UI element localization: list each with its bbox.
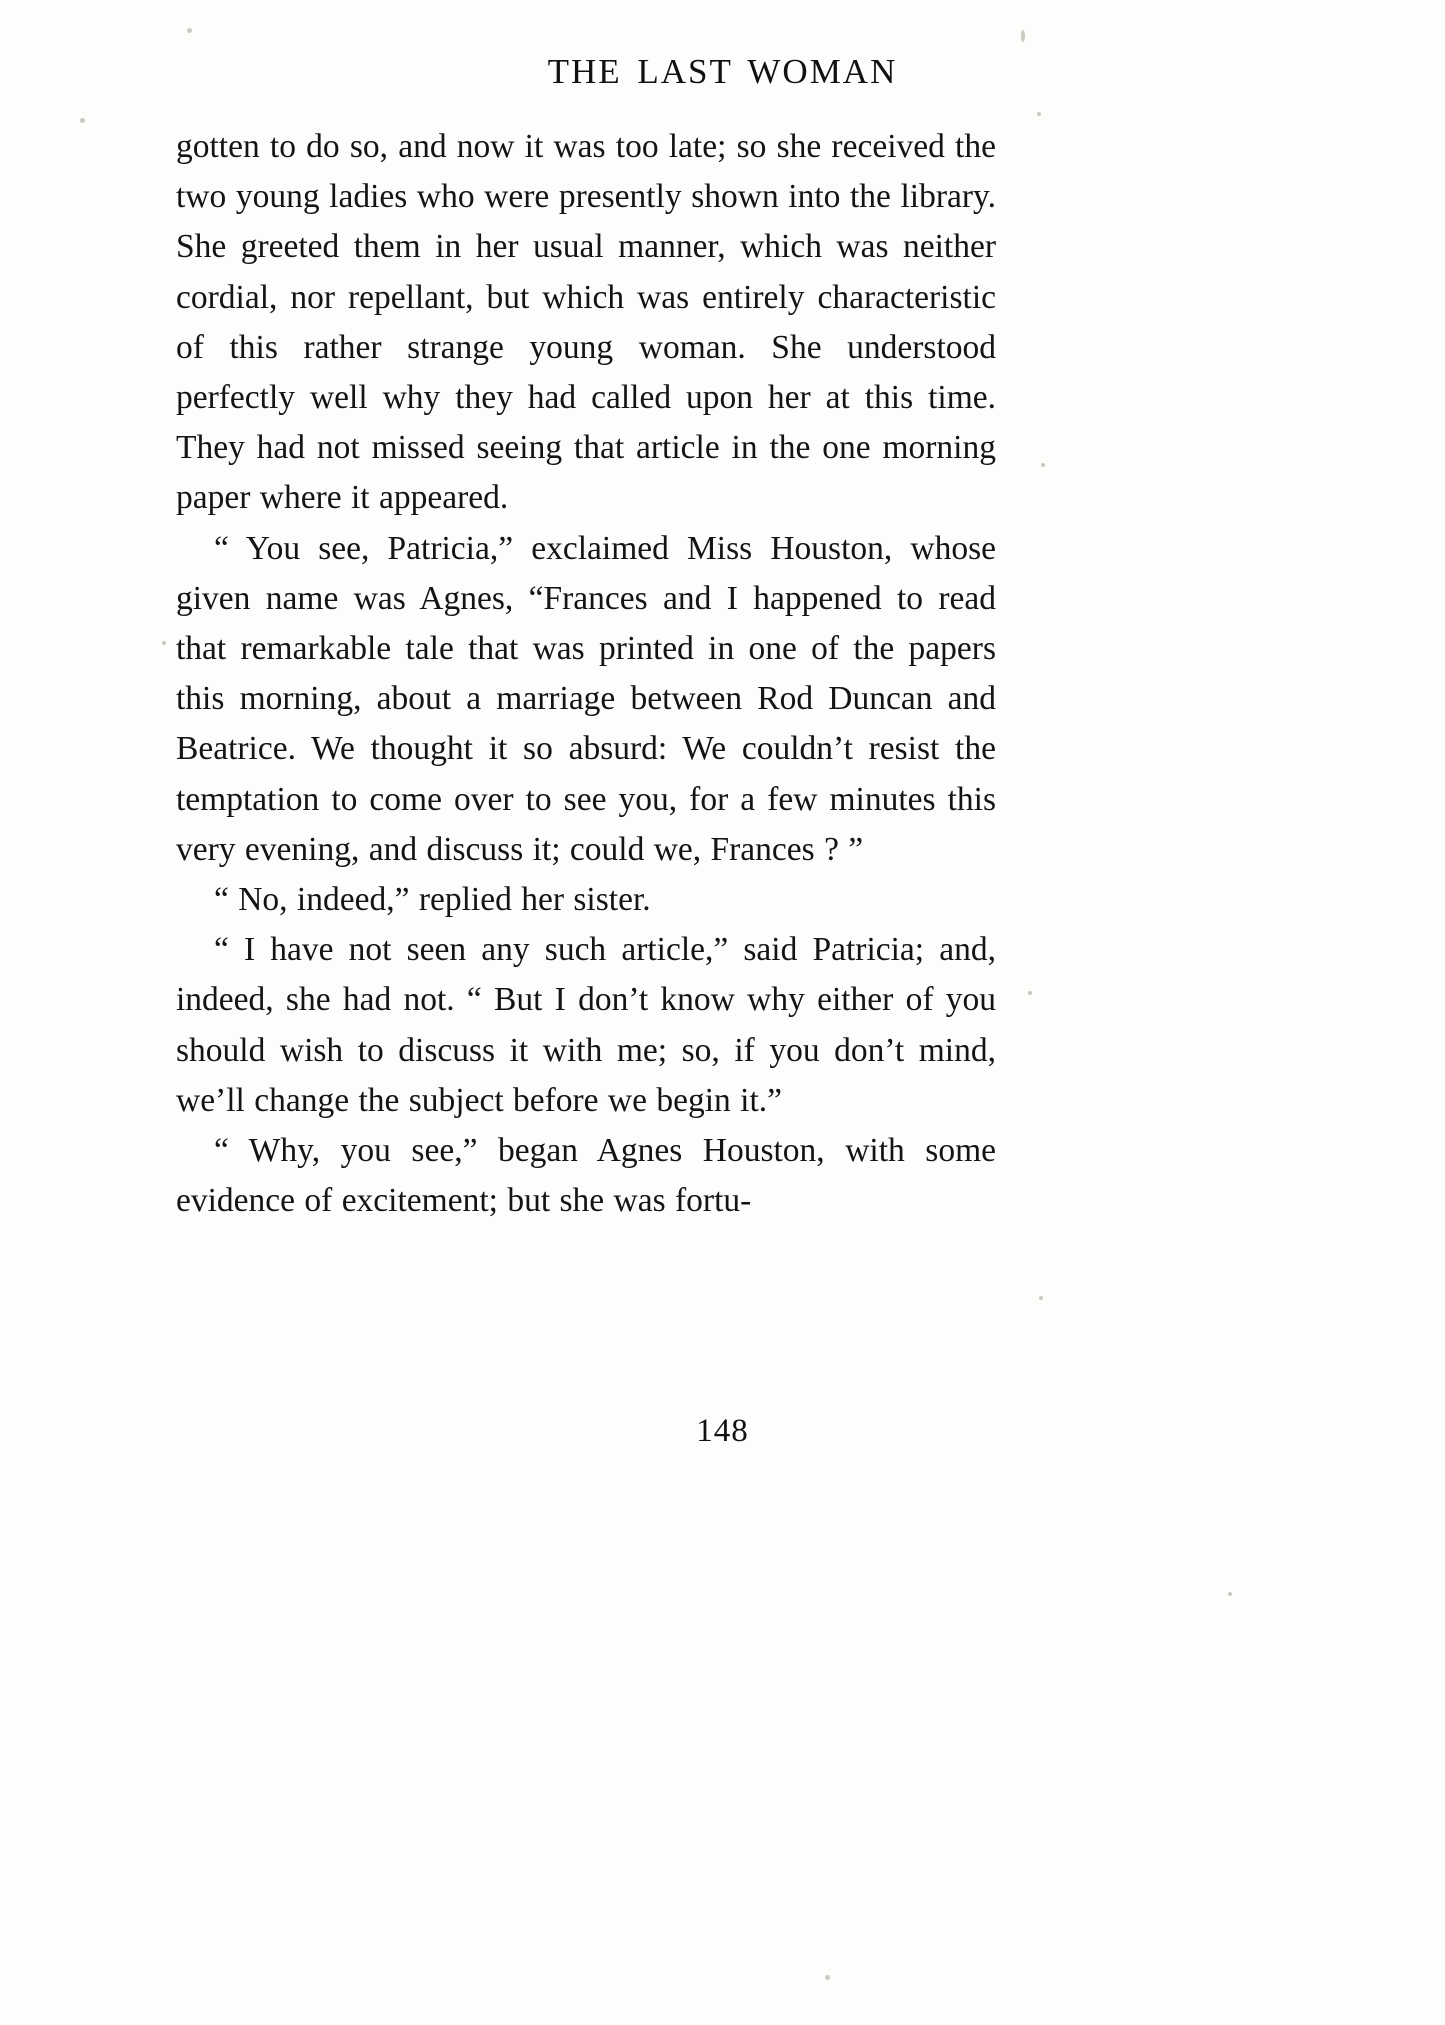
paragraph: “ You see, Patricia,” exclaimed Miss Houston, whose given name was Agnes, “Frances and I happened to read that remarkable tale that was printed in one of the papers this morning, about a marriage between Rod Duncan and Beatrice. We thought it so absurd: We couldn’t resist the temptation to come over to see you, for a few minutes this very evening, and discuss it; could we, Frances ? ” [176, 529, 996, 868]
paragraph: “ I have not seen any such article,” said Patricia; and, indeed, she had not. “ But I don’t know why either of you should wish to discuss it with me; so, if you don’t mind, we’ll change the subject before we begin it.” [176, 931, 996, 1119]
scan-speck [80, 118, 85, 123]
scan-speck [825, 1975, 830, 1980]
page-text-block [176, 122, 996, 1226]
scan-speck [1041, 463, 1045, 467]
paragraph: gotten to do so, and now it was too late; so she received the two young ladies who were presently shown into the library. She greeted them in her usual manner, which was neither cordial, nor repellant, but which was entirely characteristic of this rather strange young woman. She understood perfectly well why they had called upon her at this time. They had not missed seeing that article in the one morning paper where it appeared. [176, 128, 996, 517]
paragraph: “ Why, you see,” began Agnes Houston, with some evidence of excitement; but she was fortu- [176, 1132, 996, 1220]
page-running-head: THE LAST WOMAN [547, 52, 898, 91]
scan-speck [1228, 1592, 1232, 1596]
scan-speck [1037, 112, 1041, 116]
scan-speck [187, 28, 192, 33]
scan-speck [1028, 991, 1032, 995]
page-number: 148 [696, 1413, 749, 1449]
paragraph: “ No, indeed,” replied her sister. [214, 881, 651, 919]
scan-speck [162, 641, 166, 645]
scan-speck [1021, 30, 1025, 42]
scan-speck [1039, 1296, 1043, 1300]
